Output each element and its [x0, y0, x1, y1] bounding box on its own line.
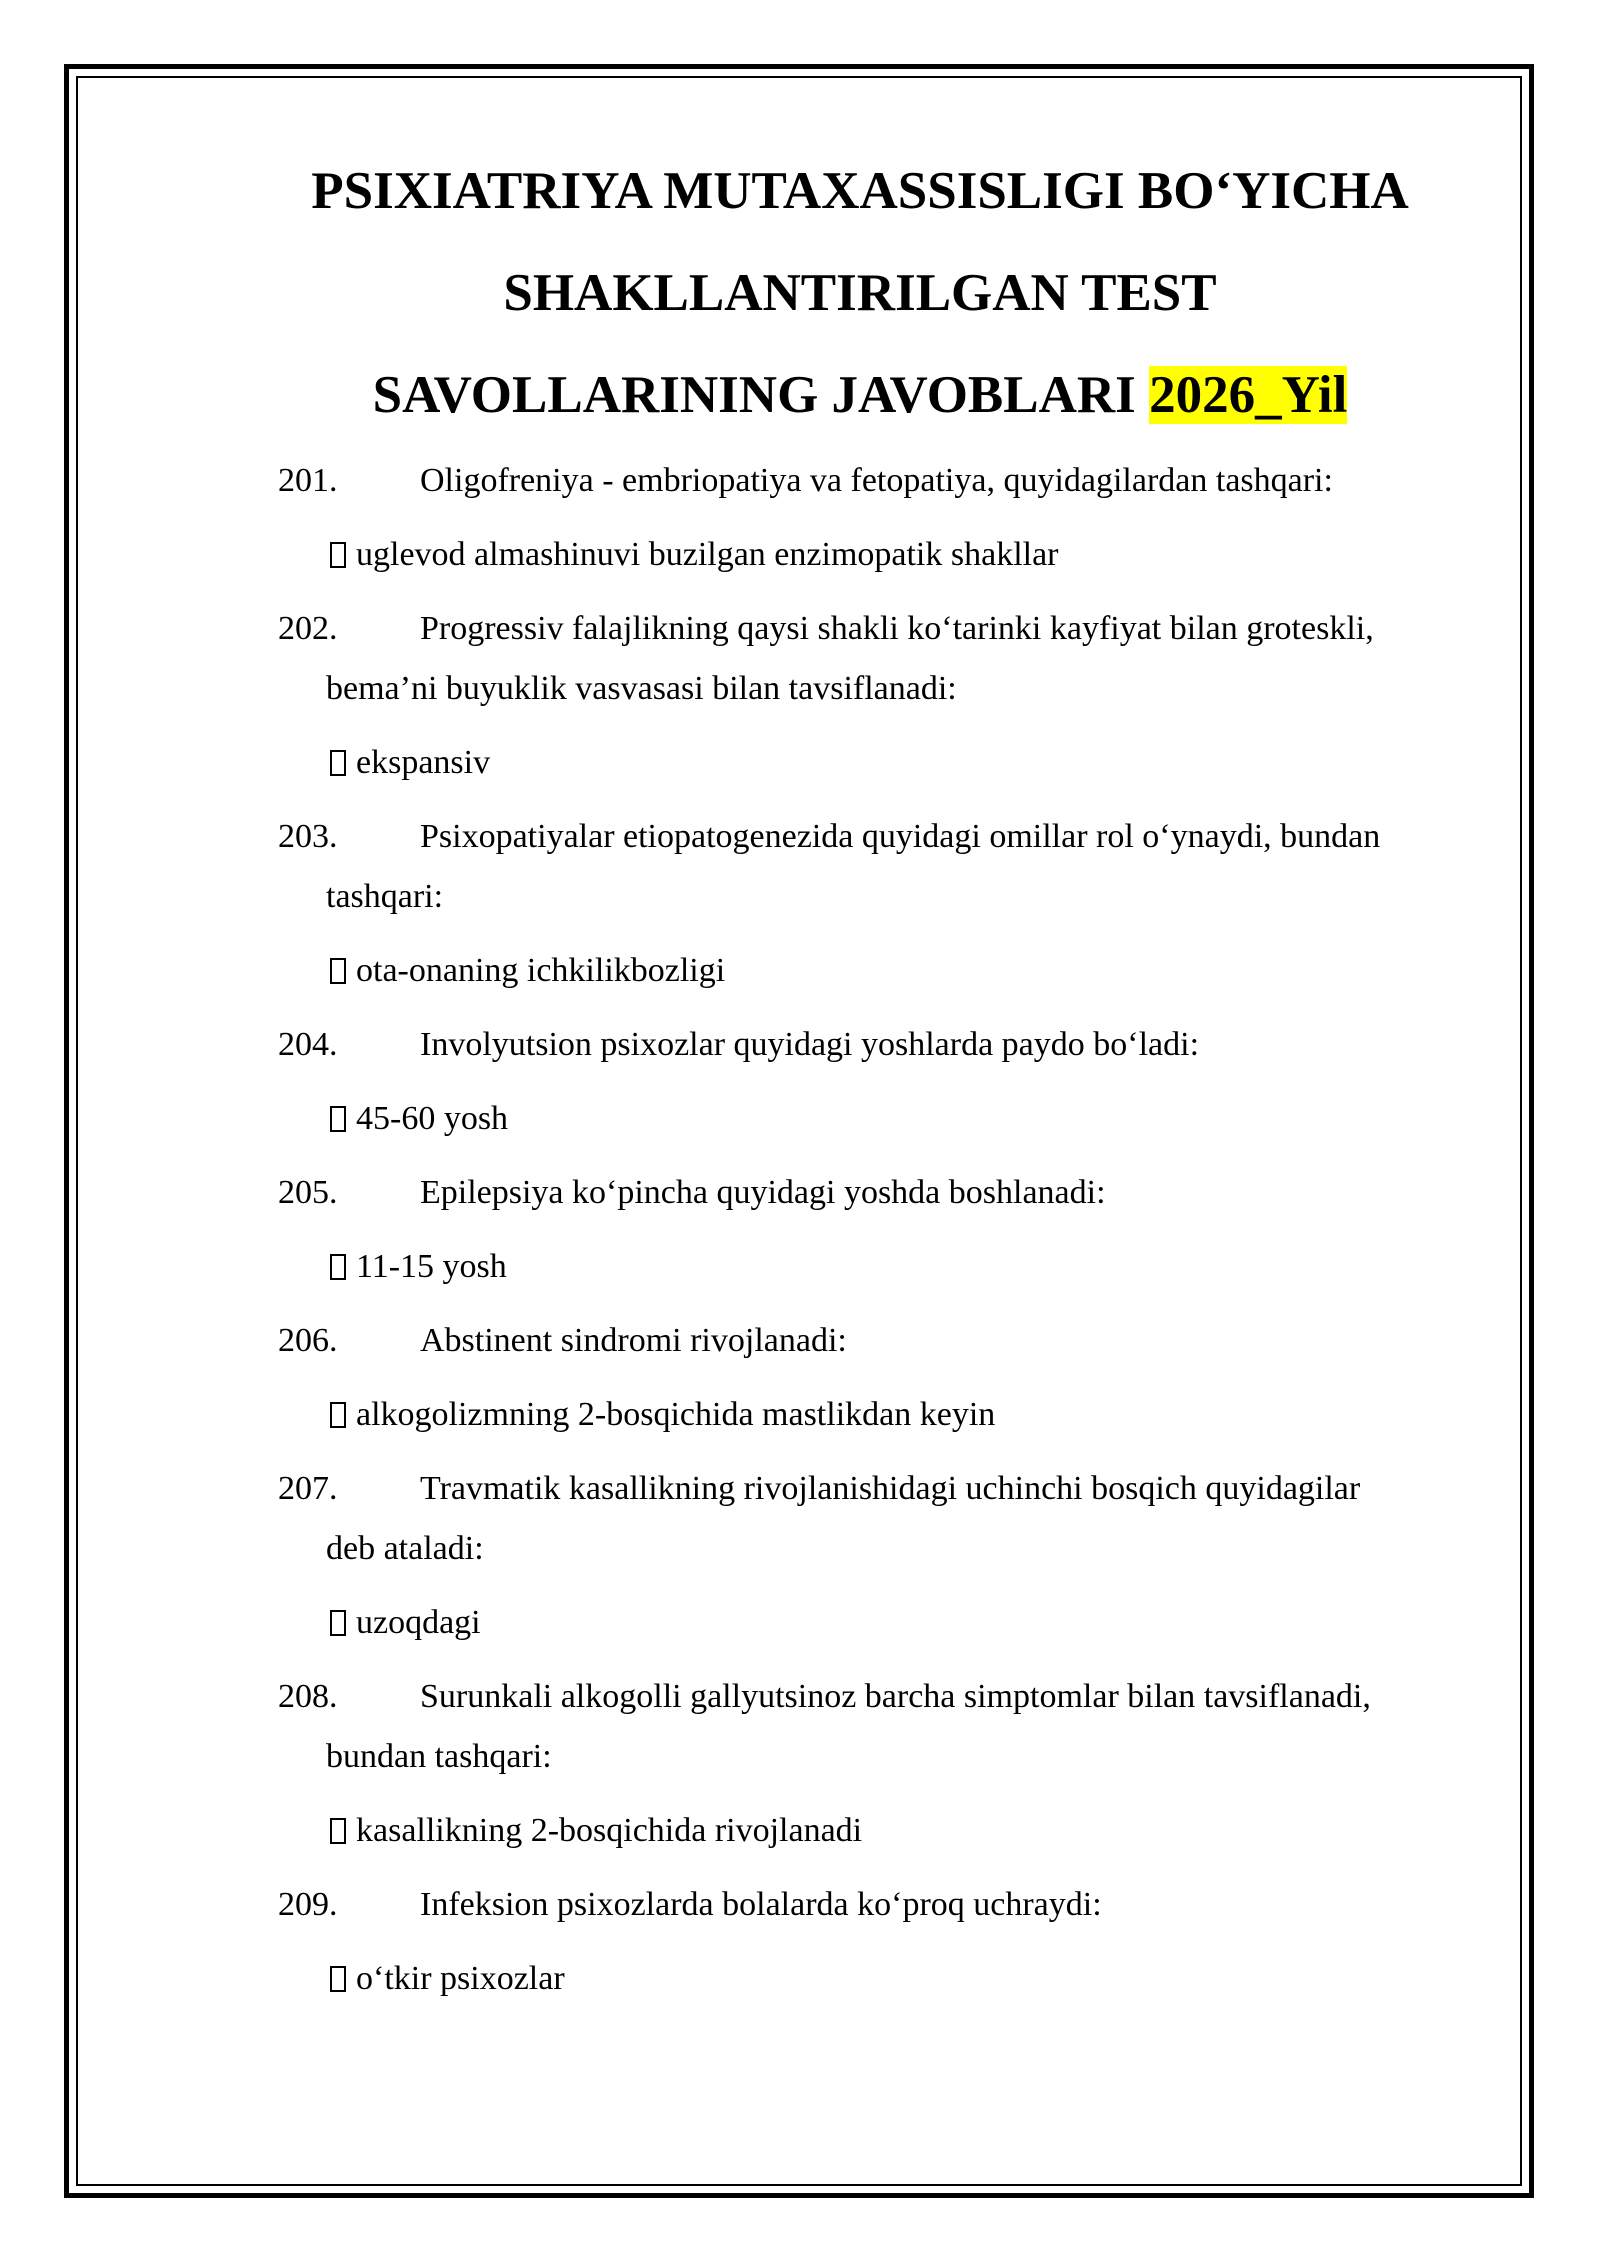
answer-box-icon: [330, 1818, 346, 1844]
answer-text: 45-60 yosh: [356, 1100, 509, 1137]
question-item: [278, 1012, 1498, 1152]
question-text: Surunkali alkogolli gallyutsinoz barcha simptomlar bilan tavsiflanadi,: [420, 1678, 1371, 1715]
question-item: [278, 448, 1498, 588]
question-text: Infeksion psixozlarda bolalarda ko‘proq uchraydi:: [420, 1886, 1102, 1923]
question-text: Epilepsiya ko‘pincha quyidagi yoshda boshlanadi:: [420, 1174, 1106, 1211]
question-number: 207.: [278, 1470, 338, 1507]
answer-box-icon: [330, 542, 346, 568]
answer-line: [278, 1382, 1498, 1448]
answer-line: [278, 938, 1498, 1004]
question-header: [278, 1456, 1498, 1522]
answer-box-icon: [330, 1254, 346, 1280]
question-header: [278, 1872, 1498, 1938]
question-number: 203.: [278, 818, 338, 855]
question-text: Abstinent sindromi rivojlanadi:: [420, 1322, 847, 1359]
answer-line: [278, 522, 1498, 588]
question-item: [278, 1160, 1498, 1300]
answer-text: ota-onaning ichkilikbozligi: [356, 952, 726, 989]
question-item: [278, 596, 1498, 796]
question-item: [278, 1456, 1498, 1656]
question-number: 208.: [278, 1678, 338, 1715]
question-text: Progressiv falajlikning qaysi shakli ko‘tarinki kayfiyat bilan groteskli,: [420, 610, 1374, 647]
answer-text: alkogolizmning 2-bosqichida mastlikdan keyin: [356, 1396, 996, 1433]
question-header: [278, 1308, 1498, 1374]
answer-box-icon: [330, 1106, 346, 1132]
title-line-2: SHAKLLANTIRILGAN TEST: [503, 264, 1217, 322]
question-number: 202.: [278, 610, 338, 647]
answer-line: [278, 730, 1498, 796]
question-list: [278, 448, 1498, 2012]
title-line-3: [230, 344, 1490, 446]
answer-line: [278, 1590, 1498, 1656]
answer-text: 11-15 yosh: [356, 1248, 507, 1285]
title-line-1: PSIXIATRIYA MUTAXASSISLIGI BO‘YICHA: [311, 162, 1409, 220]
question-item: [278, 1664, 1498, 1864]
answer-box-icon: [330, 1402, 346, 1428]
document-title: [230, 140, 1490, 446]
question-header: [278, 1012, 1498, 1078]
answer-text: ekspansiv: [356, 744, 491, 781]
question-text: Psixopatiyalar etiopatogenezida quyidagi omillar rol o‘ynaydi, bundan: [420, 818, 1381, 855]
answer-text: uglevod almashinuvi buzilgan enzimopatik shakllar: [356, 536, 1059, 573]
question-number: 206.: [278, 1322, 338, 1359]
question-number: 205.: [278, 1174, 338, 1211]
question-item: [278, 1308, 1498, 1448]
title-year-highlight: 2026_Yil: [1149, 366, 1348, 424]
question-header: [278, 1664, 1498, 1730]
question-text-continuation: deb ataladi:: [326, 1530, 484, 1567]
question-item: [278, 1872, 1498, 2012]
question-text: Travmatik kasallikning rivojlanishidagi uchinchi bosqich quyidagilar: [420, 1470, 1361, 1507]
question-number: 209.: [278, 1886, 338, 1923]
question-text: Oligofreniya - embriopatiya va fetopatiya, quyidagilardan tashqari:: [420, 462, 1333, 499]
title-line-3-main: SAVOLLARINING JAVOBLARI: [372, 366, 1150, 424]
answer-box-icon: [330, 1610, 346, 1636]
question-text-continuation: bundan tashqari:: [326, 1738, 552, 1775]
answer-line: [278, 1946, 1498, 2012]
question-number: 204.: [278, 1026, 338, 1063]
answer-text: uzoqdagi: [356, 1604, 481, 1641]
question-text-continuation: bema’ni buyuklik vasvasasi bilan tavsiflanadi:: [326, 670, 957, 707]
question-header: [278, 1160, 1498, 1226]
question-header: [278, 804, 1498, 870]
answer-line: [278, 1798, 1498, 1864]
answer-line: [278, 1234, 1498, 1300]
answer-line: [278, 1086, 1498, 1152]
question-text: Involyutsion psixozlar quyidagi yoshlarda paydo bo‘ladi:: [420, 1026, 1200, 1063]
answer-box-icon: [330, 1966, 346, 1992]
question-item: [278, 804, 1498, 1004]
answer-box-icon: [330, 750, 346, 776]
question-text-continuation: tashqari:: [326, 878, 444, 915]
answer-box-icon: [330, 958, 346, 984]
question-header: [278, 596, 1498, 662]
question-number: 201.: [278, 462, 338, 499]
answer-text: o‘tkir psixozlar: [356, 1960, 565, 1997]
question-header: [278, 448, 1498, 514]
answer-text: kasallikning 2-bosqichida rivojlanadi: [356, 1812, 863, 1849]
